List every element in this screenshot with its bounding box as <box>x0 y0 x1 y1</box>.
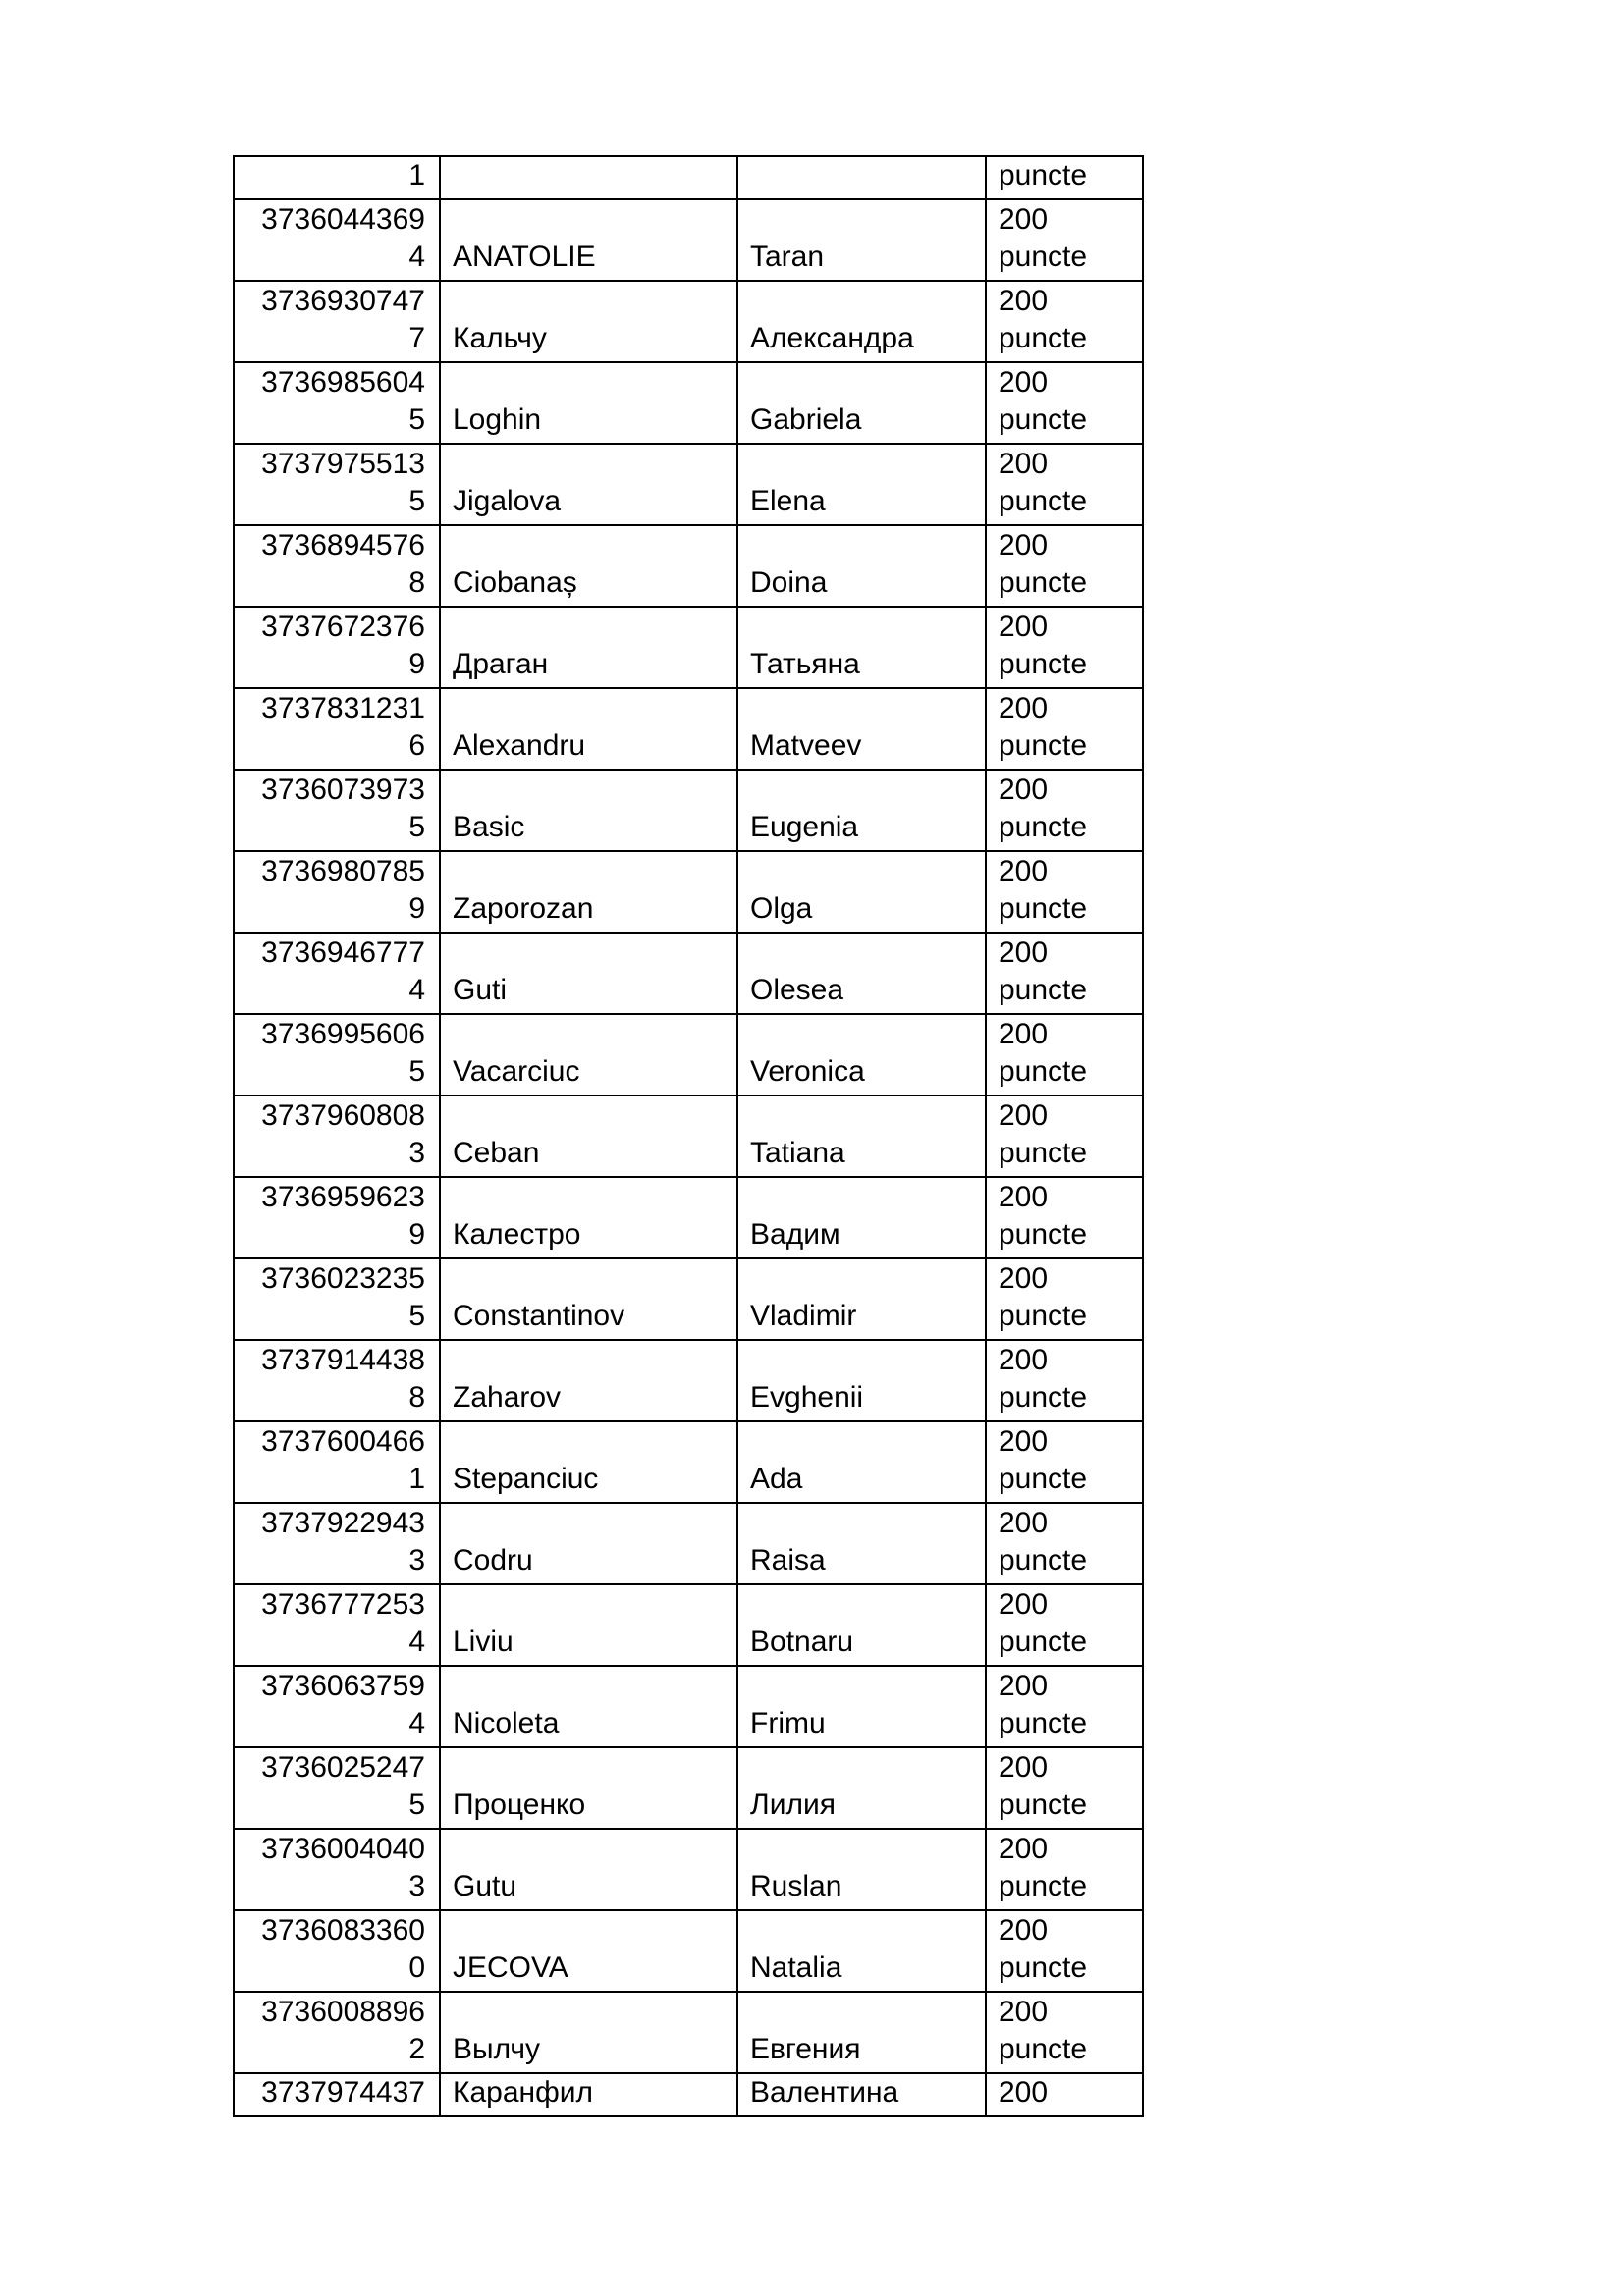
points-line1: 200 <box>999 774 1049 806</box>
points-line2: puncte <box>999 811 1088 843</box>
table-row <box>234 1340 1143 1421</box>
phone-number-line2: 5 <box>408 1789 425 1821</box>
points-line1: 200 <box>999 1344 1049 1376</box>
cell-points <box>986 1340 1143 1421</box>
points-line2: puncte <box>999 1381 1088 1414</box>
phone-number-line2: 4 <box>408 1626 425 1658</box>
cell-given-name <box>737 1421 986 1503</box>
phone-number-line2: 1 <box>408 159 425 191</box>
phone-number-line1: 3737672376 <box>261 611 425 643</box>
given-name-text: Veronica <box>750 1055 865 1088</box>
cell-points <box>986 1910 1143 1992</box>
given-name-text: Евгения <box>750 2033 861 2065</box>
points-line2: puncte <box>999 159 1088 191</box>
phone-number-line1: 3737914438 <box>261 1344 425 1376</box>
cell-phone-number <box>234 607 440 688</box>
cell-points <box>986 362 1143 444</box>
table-row <box>234 1095 1143 1177</box>
table-row <box>234 1503 1143 1584</box>
phone-number-line2: 5 <box>408 1055 425 1088</box>
table-row <box>234 607 1143 688</box>
phone-number-line1: 3736959623 <box>261 1181 425 1213</box>
phone-number-line1: 3736894576 <box>261 529 425 561</box>
table-row <box>234 281 1143 362</box>
surname-text: Jigalova <box>453 485 562 517</box>
cell-given-name <box>737 2073 986 2116</box>
points-line2: puncte <box>999 1463 1088 1495</box>
given-name-text: Taran <box>750 240 825 273</box>
cell-phone-number <box>234 156 440 199</box>
cell-phone-number <box>234 444 440 525</box>
surname-text: Liviu <box>453 1626 514 1658</box>
cell-phone-number <box>234 1992 440 2073</box>
cell-given-name <box>737 1910 986 1992</box>
cell-surname <box>440 1014 737 1095</box>
surname-text: Кальчу <box>453 322 547 354</box>
phone-number-line1: 3736946777 <box>261 936 425 969</box>
cell-points <box>986 688 1143 770</box>
points-line2: puncte <box>999 2033 1088 2065</box>
points-line2: puncte <box>999 648 1088 680</box>
cell-surname <box>440 362 737 444</box>
phone-number-line2: 1 <box>408 1463 425 1495</box>
cell-given-name <box>737 1340 986 1421</box>
given-name-text: Olesea <box>750 974 844 1006</box>
cell-points <box>986 1258 1143 1340</box>
phone-number-line2: 2 <box>408 2033 425 2065</box>
cell-surname <box>440 1666 737 1747</box>
points-line2: puncte <box>999 1789 1088 1821</box>
points-line1: 200 <box>999 1914 1049 1947</box>
cell-points <box>986 1421 1143 1503</box>
surname-text: JECOVA <box>453 1951 568 1984</box>
phone-number-line2: 4 <box>408 240 425 273</box>
cell-surname <box>440 1095 737 1177</box>
cell-surname <box>440 770 737 851</box>
points-line2: puncte <box>999 485 1088 517</box>
phone-number-line2: 3 <box>408 1544 425 1576</box>
points-line1: 200 <box>999 1262 1049 1295</box>
cell-given-name <box>737 1666 986 1747</box>
cell-points <box>986 199 1143 281</box>
points-line1: 200 <box>999 1996 1049 2028</box>
cell-given-name <box>737 770 986 851</box>
phone-number-line2: 5 <box>408 485 425 517</box>
surname-text: Basic <box>453 811 525 843</box>
given-name-text: Ada <box>750 1463 803 1495</box>
cell-surname <box>440 199 737 281</box>
cell-phone-number <box>234 525 440 607</box>
surname-text: Zaharov <box>453 1381 562 1414</box>
table-row <box>234 1747 1143 1829</box>
cell-surname <box>440 1584 737 1666</box>
given-name-text: Ruslan <box>750 1870 842 1902</box>
phone-number-line1: 3737600466 <box>261 1425 425 1458</box>
cell-phone-number <box>234 933 440 1014</box>
points-line1: 200 <box>999 1751 1049 1784</box>
phone-number-line2: 3 <box>408 1870 425 1902</box>
points-line2: puncte <box>999 892 1088 925</box>
points-line2: puncte <box>999 1626 1088 1658</box>
points-line2: puncte <box>999 1218 1088 1251</box>
table-row <box>234 1584 1143 1666</box>
points-line1: 200 <box>999 1425 1049 1458</box>
cell-surname <box>440 851 737 933</box>
given-name-text: Doina <box>750 566 828 599</box>
points-line1: 200 <box>999 1181 1049 1213</box>
surname-text: Калестро <box>453 1218 581 1251</box>
cell-phone-number <box>234 281 440 362</box>
surname-text: Loghin <box>453 403 542 436</box>
table-row <box>234 199 1143 281</box>
table-row <box>234 1421 1143 1503</box>
table-row <box>234 1177 1143 1258</box>
phone-number-line1: 3736004040 <box>261 1833 425 1865</box>
points-line2: puncte <box>999 1544 1088 1576</box>
cell-given-name <box>737 444 986 525</box>
table-row <box>234 444 1143 525</box>
points-table-body <box>234 156 1143 2116</box>
given-name-text: Лилия <box>750 1789 836 1821</box>
surname-text: Проценко <box>453 1789 586 1821</box>
cell-surname <box>440 281 737 362</box>
phone-number-line1: 3736980785 <box>261 855 425 887</box>
table-row <box>234 851 1143 933</box>
cell-points <box>986 1503 1143 1584</box>
phone-number-line1: 3736083360 <box>261 1914 425 1947</box>
phone-number-line2: 4 <box>408 974 425 1006</box>
phone-number-line2: 6 <box>408 729 425 762</box>
given-name-text: Botnaru <box>750 1626 854 1658</box>
cell-phone-number <box>234 1747 440 1829</box>
points-line2: puncte <box>999 1137 1088 1169</box>
cell-points <box>986 851 1143 933</box>
cell-given-name <box>737 1503 986 1584</box>
points-line1: 200 <box>999 529 1049 561</box>
cell-surname <box>440 1503 737 1584</box>
given-name-text: Eugenia <box>750 811 859 843</box>
points-line2: puncte <box>999 729 1088 762</box>
table-row <box>234 770 1143 851</box>
phone-number-line2: 9 <box>408 1218 425 1251</box>
cell-points <box>986 1666 1143 1747</box>
given-name-text: Raisa <box>750 1544 826 1576</box>
surname-text: Ciobanaș <box>453 566 577 599</box>
points-line1: 200 <box>999 203 1049 236</box>
cell-surname <box>440 1340 737 1421</box>
cell-given-name <box>737 281 986 362</box>
phone-number-line1: 3736023235 <box>261 1262 425 1295</box>
surname-text: Zaporozan <box>453 892 594 925</box>
cell-surname <box>440 1829 737 1910</box>
surname-text: ANATOLIE <box>453 240 596 273</box>
surname-text: Драган <box>453 648 549 680</box>
cell-phone-number <box>234 1258 440 1340</box>
cell-points <box>986 1095 1143 1177</box>
phone-number-line1: 3736025247 <box>261 1751 425 1784</box>
given-name-text: Gabriela <box>750 403 862 436</box>
cell-given-name <box>737 199 986 281</box>
cell-points <box>986 156 1143 199</box>
cell-given-name <box>737 607 986 688</box>
cell-phone-number <box>234 1584 440 1666</box>
surname-text: Vacarciuc <box>453 1055 580 1088</box>
phone-number-line2: 9 <box>408 892 425 925</box>
points-line1: 200 <box>999 366 1049 399</box>
cell-points <box>986 1014 1143 1095</box>
surname-text: Вылчу <box>453 2033 541 2065</box>
surname-text: Каранфил <box>453 2076 594 2109</box>
given-name-text: Вадим <box>750 1218 840 1251</box>
cell-surname <box>440 1177 737 1258</box>
cell-points <box>986 1584 1143 1666</box>
cell-given-name <box>737 1747 986 1829</box>
cell-phone-number <box>234 199 440 281</box>
phone-number-line1: 3736044369 <box>261 203 425 236</box>
given-name-text: Evghenii <box>750 1381 864 1414</box>
given-name-text: Frimu <box>750 1707 826 1739</box>
cell-phone-number <box>234 1014 440 1095</box>
table-row <box>234 1666 1143 1747</box>
cell-points <box>986 525 1143 607</box>
phone-number-line1: 3736930747 <box>261 285 425 317</box>
cell-given-name <box>737 1829 986 1910</box>
cell-given-name <box>737 851 986 933</box>
cell-surname <box>440 607 737 688</box>
points-line1: 200 <box>999 1670 1049 1702</box>
surname-text: Alexandru <box>453 729 586 762</box>
cell-given-name <box>737 1992 986 2073</box>
cell-phone-number <box>234 851 440 933</box>
given-name-text: Татьяна <box>750 648 860 680</box>
phone-number-line1: 3737974437 <box>261 2076 425 2109</box>
points-line1: 200 <box>999 285 1049 317</box>
cell-phone-number <box>234 1910 440 1992</box>
cell-phone-number <box>234 2073 440 2116</box>
phone-number-line2: 7 <box>408 322 425 354</box>
phone-number-line1: 3736985604 <box>261 366 425 399</box>
surname-text: Nicoleta <box>453 1707 560 1739</box>
points-table <box>233 155 1144 2117</box>
cell-phone-number <box>234 1340 440 1421</box>
cell-given-name <box>737 1258 986 1340</box>
cell-points <box>986 1747 1143 1829</box>
cell-given-name <box>737 1014 986 1095</box>
surname-text: Ceban <box>453 1137 540 1169</box>
cell-phone-number <box>234 688 440 770</box>
cell-points <box>986 2073 1143 2116</box>
cell-phone-number <box>234 362 440 444</box>
cell-given-name <box>737 362 986 444</box>
table-row <box>234 1014 1143 1095</box>
phone-number-line1: 3736063759 <box>261 1670 425 1702</box>
cell-surname <box>440 688 737 770</box>
phone-number-line2: 4 <box>408 1707 425 1739</box>
given-name-text: Olga <box>750 892 813 925</box>
given-name-text: Elena <box>750 485 826 517</box>
cell-surname <box>440 1258 737 1340</box>
cell-given-name <box>737 525 986 607</box>
cell-phone-number <box>234 1503 440 1584</box>
phone-number-line1: 3736008896 <box>261 1996 425 2028</box>
cell-phone-number <box>234 1421 440 1503</box>
points-line2: puncte <box>999 566 1088 599</box>
cell-phone-number <box>234 1829 440 1910</box>
points-line1: 200 <box>999 692 1049 724</box>
phone-number-line2: 8 <box>408 566 425 599</box>
cell-points <box>986 770 1143 851</box>
phone-number-line1: 3737922943 <box>261 1507 425 1539</box>
cell-given-name <box>737 1095 986 1177</box>
cell-surname <box>440 444 737 525</box>
points-line2: puncte <box>999 240 1088 273</box>
cell-points <box>986 933 1143 1014</box>
table-row <box>234 1258 1143 1340</box>
cell-points <box>986 444 1143 525</box>
cell-surname <box>440 1910 737 1992</box>
points-line1: 200 <box>999 611 1049 643</box>
table-row <box>234 2073 1143 2116</box>
table-row <box>234 362 1143 444</box>
cell-points <box>986 281 1143 362</box>
phone-number-line2: 9 <box>408 648 425 680</box>
phone-number-line1: 3737831231 <box>261 692 425 724</box>
cell-surname <box>440 933 737 1014</box>
surname-text: Codru <box>453 1544 533 1576</box>
phone-number-line1: 3736777253 <box>261 1588 425 1621</box>
cell-surname <box>440 156 737 199</box>
given-name-text: Vladimir <box>750 1300 857 1332</box>
points-line2: puncte <box>999 1300 1088 1332</box>
points-line2: puncte <box>999 1707 1088 1739</box>
cell-given-name <box>737 1584 986 1666</box>
points-line1: 200 <box>999 936 1049 969</box>
points-line2: puncte <box>999 1055 1088 1088</box>
surname-text: Stepanciuc <box>453 1463 599 1495</box>
points-line1: 200 <box>999 2076 1049 2109</box>
cell-phone-number <box>234 1095 440 1177</box>
points-line1: 200 <box>999 855 1049 887</box>
cell-phone-number <box>234 1177 440 1258</box>
phone-number-line2: 5 <box>408 811 425 843</box>
surname-text: Constantinov <box>453 1300 625 1332</box>
points-line1: 200 <box>999 1588 1049 1621</box>
phone-number-line2: 0 <box>408 1951 425 1984</box>
phone-number-line2: 5 <box>408 1300 425 1332</box>
table-row <box>234 1910 1143 1992</box>
cell-phone-number <box>234 1666 440 1747</box>
cell-points <box>986 1829 1143 1910</box>
table-row <box>234 525 1143 607</box>
given-name-text: Tatiana <box>750 1137 845 1169</box>
table-row <box>234 688 1143 770</box>
points-line2: puncte <box>999 1951 1088 1984</box>
points-line2: puncte <box>999 974 1088 1006</box>
cell-points <box>986 1177 1143 1258</box>
cell-surname <box>440 2073 737 2116</box>
phone-number-line1: 3736073973 <box>261 774 425 806</box>
cell-phone-number <box>234 770 440 851</box>
cell-points <box>986 1992 1143 2073</box>
table-row <box>234 1829 1143 1910</box>
cell-surname <box>440 1747 737 1829</box>
cell-surname <box>440 1421 737 1503</box>
points-line2: puncte <box>999 403 1088 436</box>
table-row <box>234 933 1143 1014</box>
points-line1: 200 <box>999 448 1049 480</box>
surname-text: Gutu <box>453 1870 517 1902</box>
points-line2: puncte <box>999 322 1088 354</box>
cell-given-name <box>737 156 986 199</box>
cell-given-name <box>737 933 986 1014</box>
points-line1: 200 <box>999 1507 1049 1539</box>
points-line1: 200 <box>999 1018 1049 1050</box>
phone-number-line2: 8 <box>408 1381 425 1414</box>
points-line2: puncte <box>999 1870 1088 1902</box>
cell-points <box>986 607 1143 688</box>
points-line1: 200 <box>999 1833 1049 1865</box>
phone-number-line1: 3737960808 <box>261 1099 425 1132</box>
table-row <box>234 1992 1143 2073</box>
cell-given-name <box>737 1177 986 1258</box>
phone-number-line2: 5 <box>408 403 425 436</box>
cell-surname <box>440 1992 737 2073</box>
phone-number-line1: 3737975513 <box>261 448 425 480</box>
given-name-text: Валентина <box>750 2076 899 2109</box>
surname-text: Guti <box>453 974 508 1006</box>
table-row <box>234 156 1143 199</box>
points-line1: 200 <box>999 1099 1049 1132</box>
given-name-text: Matveev <box>750 729 862 762</box>
cell-given-name <box>737 688 986 770</box>
given-name-text: Natalia <box>750 1951 842 1984</box>
phone-number-line2: 3 <box>408 1137 425 1169</box>
phone-number-line1: 3736995606 <box>261 1018 425 1050</box>
cell-surname <box>440 525 737 607</box>
given-name-text: Александра <box>750 322 914 354</box>
